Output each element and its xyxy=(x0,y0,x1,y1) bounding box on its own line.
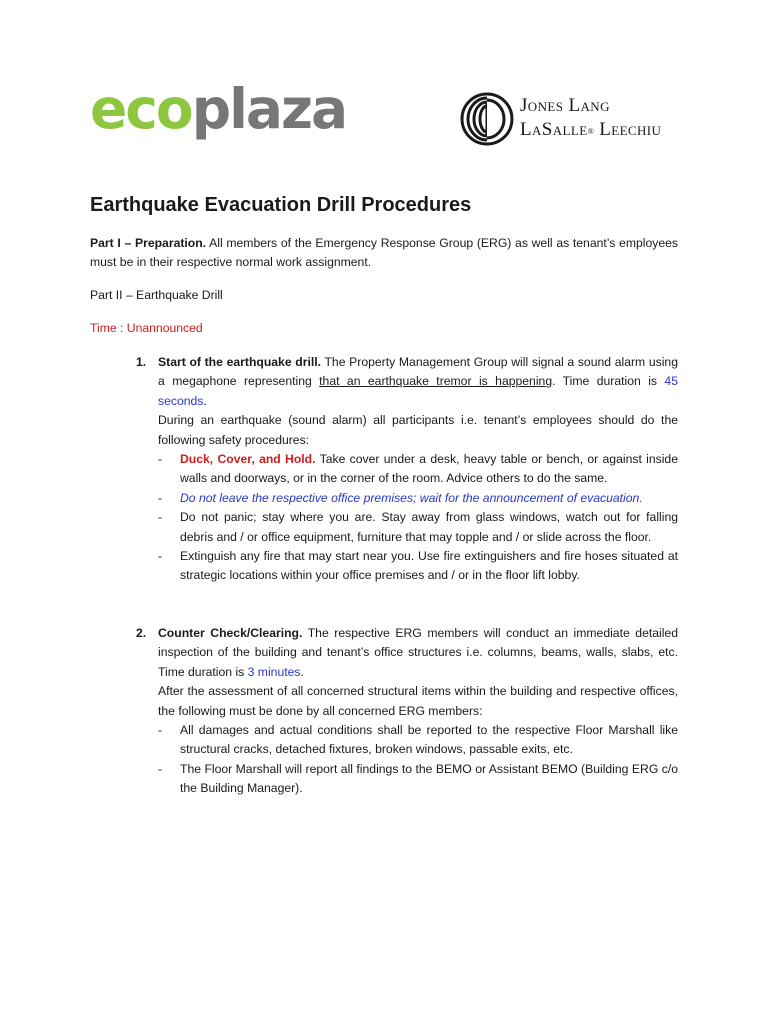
procedure-item-2 xyxy=(136,624,678,799)
bullet-dash: - xyxy=(158,723,163,738)
jll-leechiu-logo xyxy=(460,92,680,146)
time-label: Time : Unannounced xyxy=(90,321,203,335)
item-2-para-2: After the assessment of all concerned structural items within the building and respective offices, the following must be done by all concerned ERG members: xyxy=(158,684,678,718)
bullet-text: The Floor Marshall will report all findings to the BEMO or Assistant BEMO (Building ERG c/o the Building Manager). xyxy=(180,761,678,796)
item-1-duration: 45 seconds xyxy=(158,374,678,408)
item-1-duration-end: . xyxy=(203,393,207,408)
bullet-item xyxy=(158,760,678,799)
bullet-dash: - xyxy=(158,549,163,564)
jll-emblem-icon xyxy=(460,92,514,146)
item-2-intro xyxy=(158,624,678,682)
jll-leechiu: Leechiu xyxy=(599,119,662,140)
bullet-text: All damages and actual conditions shall be reported to the respective Floor Marshall like structural cracks, detached fixtures, broken windows, passable exits, etc. xyxy=(180,723,678,757)
jll-line-1: Jones Lang xyxy=(520,95,610,116)
bullet-dash: - xyxy=(158,510,163,525)
jll-lasalle: LaSalle xyxy=(520,119,588,140)
part-2-heading: Part II – Earthquake Drill xyxy=(90,288,223,302)
item-number: 2. xyxy=(136,626,147,640)
item-1-text-b: . Time duration is xyxy=(552,374,665,389)
document-title: Earthquake Evacuation Drill Procedures xyxy=(90,194,472,216)
bullet-dash: - xyxy=(158,490,163,505)
item-1-intro xyxy=(158,353,678,411)
bullet-text: Take cover under a desk, heavy table or bench, or against inside walls and doorways, or in the corner of the room. Advice others to do the same. xyxy=(180,452,678,486)
bullet-dash: - xyxy=(158,761,163,776)
jll-wordmark xyxy=(520,94,661,142)
bullet-item xyxy=(158,489,678,508)
bullet-text: Do not panic; stay where you are. Stay away from glass windows, watch out for falling debris and / or office equipment, furniture that may topple and / or slide across the floor. xyxy=(180,510,678,544)
bullet-text: Do not leave the respective office premises; wait for the announcement of evacuation. xyxy=(180,490,643,505)
part-1-paragraph xyxy=(90,234,678,273)
item-1-lead: Start of the earthquake drill. xyxy=(158,355,322,369)
jll-line-2 xyxy=(520,118,661,142)
bullet-item xyxy=(158,508,678,547)
part-1-text: All members of the Emergency Response Group (ERG) as well as tenant’s employees must be in their respective normal work assignment. xyxy=(90,236,678,270)
item-2-duration-end: . xyxy=(300,664,304,679)
logo-eco-text: eco xyxy=(90,77,192,141)
item-1-text-a: The Property Management Group will signal a sound alarm using a megaphone representing xyxy=(158,355,678,389)
logo-plaza-text: plaza xyxy=(191,77,347,141)
bullet-dash: - xyxy=(158,452,163,467)
procedure-item-1 xyxy=(136,353,678,586)
ecoplaza-logo xyxy=(90,77,347,141)
item-2-text-a: The respective ERG members will conduct an immediate detailed inspection of the building and tenant’s office structures i.e. columns, beams, walls, slabs, etc. Time duration is xyxy=(158,626,678,679)
item-1-underlined: that an earthquake tremor is happening xyxy=(319,374,553,389)
part-1-label: Part I – Preparation. xyxy=(90,236,207,250)
bullet-item xyxy=(158,450,678,489)
bullet-item xyxy=(158,547,678,586)
jll-registered-mark: ® xyxy=(587,127,595,136)
item-2-lead: Counter Check/Clearing. xyxy=(158,626,303,640)
item-2-duration: 3 minutes xyxy=(247,664,301,679)
item-1-para-2: During an earthquake (sound alarm) all participants i.e. tenant’s employees should do the following safety procedures: xyxy=(158,413,678,447)
bullet-lead: Duck, Cover, and Hold. xyxy=(180,452,316,467)
bullet-item xyxy=(158,721,678,760)
bullet-text: Extinguish any fire that may start near you. Use fire extinguishers and fire hoses situated at strategic locations within your office premises and / or in the floor lift lobby. xyxy=(180,549,678,583)
item-number: 1. xyxy=(136,355,147,369)
